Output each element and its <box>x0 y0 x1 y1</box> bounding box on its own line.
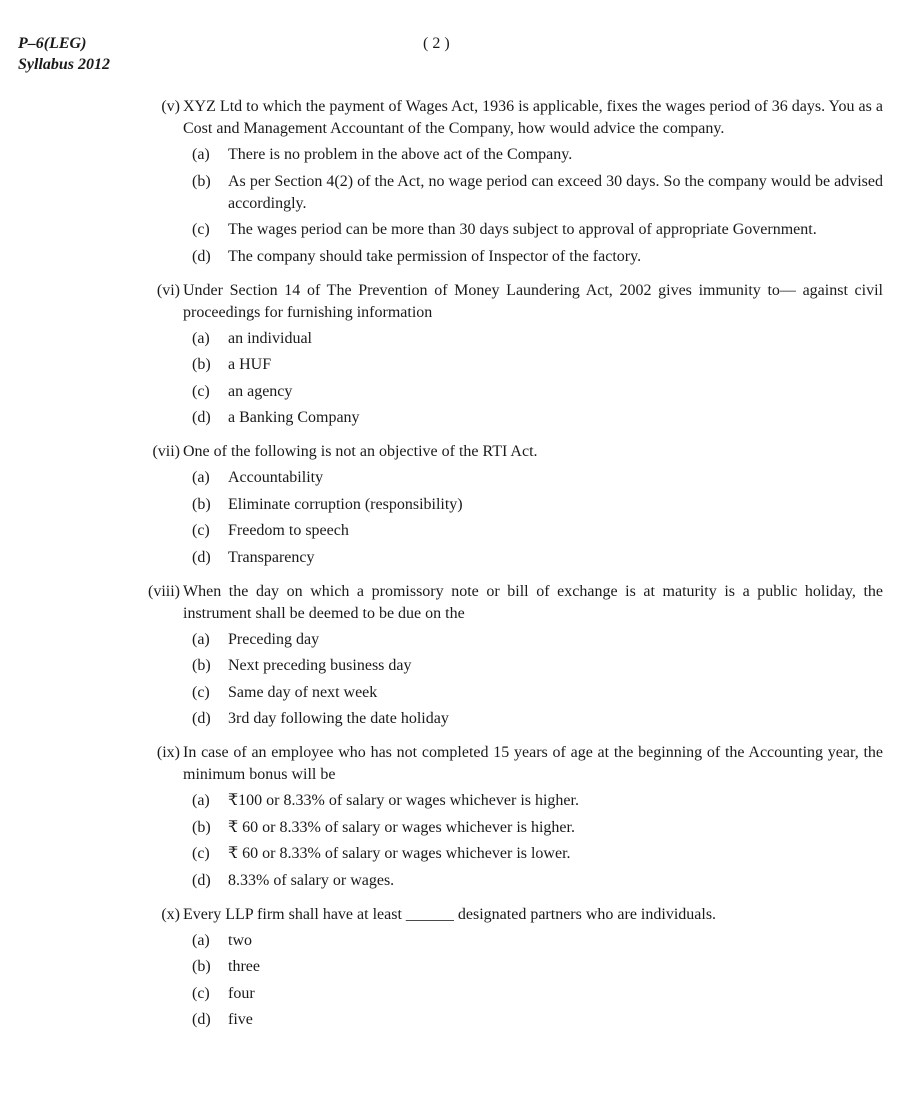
option-text: an agency <box>228 382 293 400</box>
option-letter: (b) <box>192 356 211 373</box>
option-item <box>192 547 904 569</box>
option-letter: (d) <box>192 247 211 265</box>
option-item <box>192 328 904 350</box>
option-letter: (d) <box>192 871 211 889</box>
option-text: two <box>228 931 252 949</box>
option-item <box>192 983 904 1005</box>
question-number: (vii) <box>152 443 180 460</box>
option-item <box>192 930 904 952</box>
option-item <box>192 467 904 489</box>
option-text: ₹100 or 8.33% of salary or wages whichever is higher. <box>228 792 579 809</box>
question-text: When the day on which a promissory note or bill of exchange is at maturity is a public holiday, the instrument shall be deemed to be due on the <box>183 582 883 622</box>
option-item <box>192 354 904 376</box>
option-item <box>192 708 904 730</box>
option-list <box>192 629 904 731</box>
question-item <box>0 581 904 731</box>
option-item <box>192 144 904 166</box>
option-list <box>192 144 904 268</box>
question-item <box>0 742 904 892</box>
option-letter: (b) <box>192 657 211 674</box>
option-letter: (b) <box>192 818 211 836</box>
question-item <box>0 441 904 569</box>
option-letter: (c) <box>192 221 210 238</box>
option-letter: (b) <box>192 172 211 190</box>
option-text: a Banking Company <box>228 409 360 426</box>
option-letter: (a) <box>192 630 210 648</box>
option-letter: (b) <box>192 958 211 975</box>
option-list <box>192 930 904 1032</box>
option-letter: (c) <box>192 845 210 862</box>
option-item <box>192 956 904 978</box>
option-list <box>192 328 904 430</box>
option-text: Preceding day <box>228 630 320 648</box>
option-text: 3rd day following the date holiday <box>228 710 449 727</box>
question-text: Every LLP firm shall have at least ______ designated partners who are individuals. <box>183 905 717 923</box>
option-text: ₹ 60 or 8.33% of salary or wages whichever is lower. <box>228 845 571 862</box>
question-text: One of the following is not an objective of the RTI Act. <box>183 443 538 460</box>
paper-code: P–6(LEG) <box>18 35 87 52</box>
option-item <box>192 790 904 812</box>
option-text: three <box>228 958 260 975</box>
question-item <box>0 280 904 430</box>
option-text: Same day of next week <box>228 683 378 701</box>
question-text: In case of an employee who has not completed 15 years of age at the beginning of the Accounting year, the minimum bonus will be <box>183 744 883 783</box>
option-letter: (c) <box>192 683 210 701</box>
option-list <box>192 790 904 892</box>
option-letter: (d) <box>192 409 211 426</box>
option-text: 8.33% of salary or wages. <box>228 871 395 889</box>
option-item <box>192 629 904 651</box>
option-item <box>192 219 904 241</box>
option-text: Transparency <box>228 548 315 566</box>
option-letter: (d) <box>192 710 211 727</box>
page-number: ( 2 ) <box>423 35 450 52</box>
question-list <box>0 96 904 1043</box>
option-item <box>192 843 904 865</box>
option-text: an individual <box>228 329 312 347</box>
option-letter: (a) <box>192 792 210 809</box>
syllabus-label: Syllabus 2012 <box>18 56 111 73</box>
question-item <box>0 96 904 268</box>
option-item <box>192 494 904 516</box>
option-item <box>192 870 904 892</box>
question-item <box>0 904 904 1032</box>
option-text: As per Section 4(2) of the Act, no wage period can exceed 30 days. So the company would be advised accordingly. <box>228 172 883 212</box>
option-item <box>192 407 904 429</box>
option-letter: (a) <box>192 931 210 949</box>
option-text: Eliminate corruption (responsibility) <box>228 495 463 513</box>
question-text: XYZ Ltd to which the payment of Wages Act, 1936 is applicable, fixes the wages period of 36 days. You as a Cost and Management Accountant of the Company, how would advice the company. <box>183 98 883 137</box>
option-text: Freedom to speech <box>228 522 349 539</box>
option-letter: (c) <box>192 522 210 539</box>
question-number: (v) <box>161 98 180 115</box>
option-text: Accountability <box>228 469 324 486</box>
option-text: a HUF <box>228 356 272 373</box>
question-number: (vi) <box>156 281 180 299</box>
option-letter: (c) <box>192 382 210 400</box>
option-item <box>192 682 904 704</box>
option-text: The wages period can be more than 30 days subject to approval of appropriate Government. <box>228 221 817 238</box>
option-text: five <box>228 1011 253 1028</box>
option-item <box>192 1009 904 1031</box>
option-letter: (d) <box>192 1011 211 1028</box>
option-letter: (d) <box>192 548 211 566</box>
option-letter: (c) <box>192 984 210 1002</box>
option-text: four <box>228 984 255 1002</box>
option-text: The company should take permission of Inspector of the factory. <box>228 247 642 265</box>
option-list <box>192 467 904 569</box>
option-item <box>192 655 904 677</box>
option-text: There is no problem in the above act of the Company. <box>228 146 573 163</box>
question-number: (ix) <box>156 744 180 761</box>
option-letter: (a) <box>192 329 210 347</box>
question-number: (x) <box>161 905 180 923</box>
question-text: Under Section 14 of The Prevention of Money Laundering Act, 2002 gives immunity to— against civil proceedings for furnishing information <box>183 281 883 321</box>
paper-header <box>18 33 110 75</box>
option-letter: (a) <box>192 469 210 486</box>
option-letter: (b) <box>192 495 211 513</box>
option-item <box>192 817 904 839</box>
option-letter: (a) <box>192 146 210 163</box>
option-item <box>192 171 904 215</box>
option-item <box>192 520 904 542</box>
option-text: Next preceding business day <box>228 657 412 674</box>
option-text: ₹ 60 or 8.33% of salary or wages whichever is higher. <box>228 818 575 836</box>
question-number: (viii) <box>148 582 180 600</box>
option-item <box>192 246 904 268</box>
option-item <box>192 381 904 403</box>
